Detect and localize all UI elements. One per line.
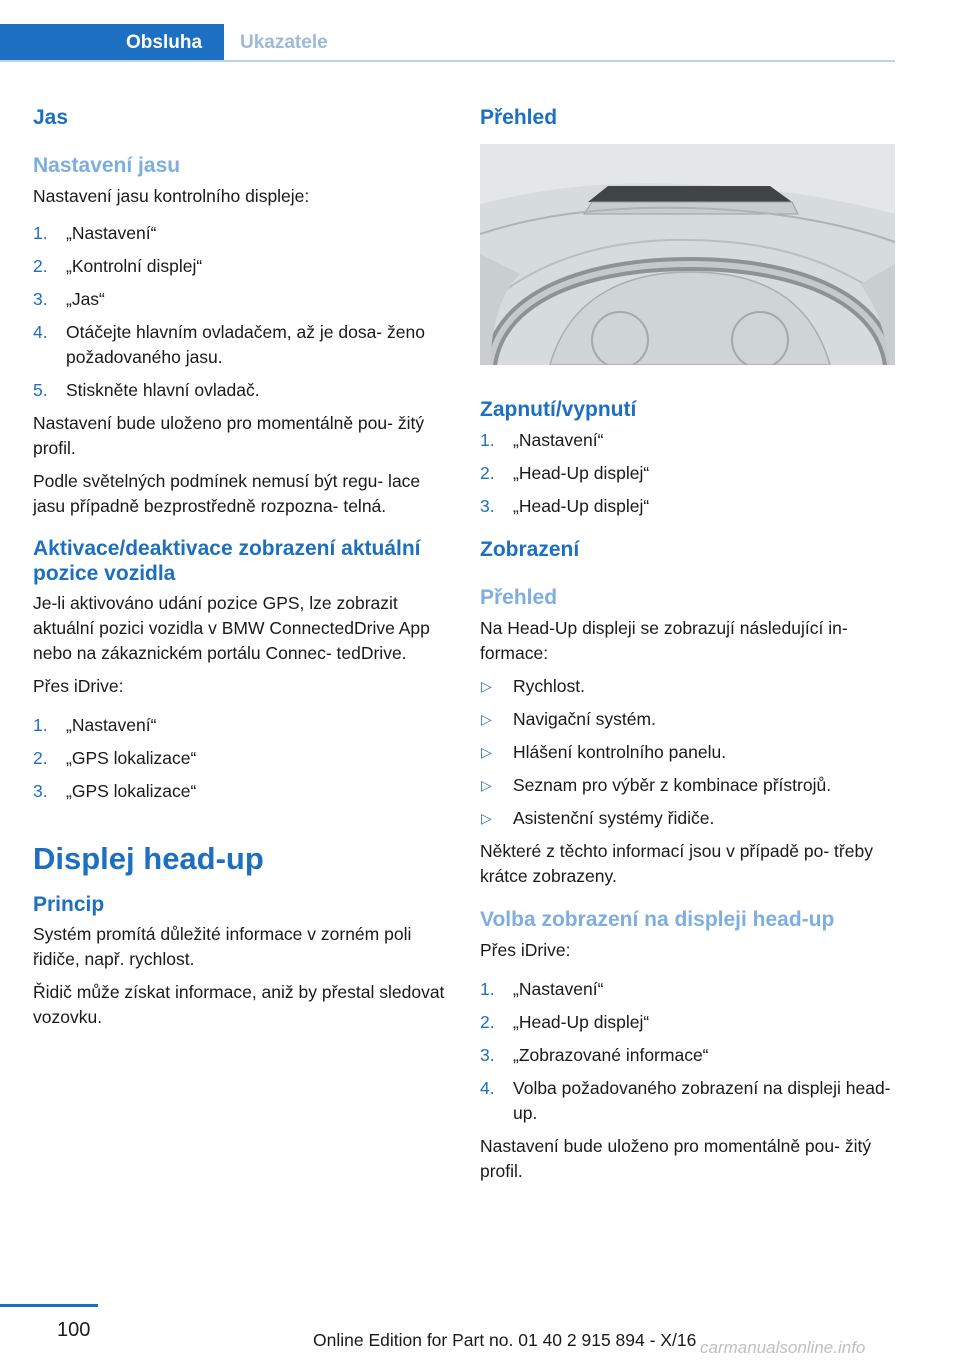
bullet-text: Navigační systém. bbox=[513, 709, 656, 729]
list-item bbox=[480, 740, 895, 765]
step-number: 4. bbox=[480, 1078, 495, 1098]
step-number: 1. bbox=[480, 979, 495, 999]
gps-idrive-label: Přes iDrive: bbox=[33, 676, 124, 696]
tab-ukazatele[interactable]: Ukazatele bbox=[240, 32, 328, 53]
subsection-title-princip: Princip bbox=[33, 893, 105, 916]
list-item bbox=[33, 779, 448, 804]
bullet-text: Rychlost. bbox=[513, 676, 585, 696]
jas-steps-list bbox=[33, 221, 448, 403]
gps-steps-list bbox=[33, 713, 448, 804]
list-item bbox=[33, 746, 448, 771]
step-text: „Nastavení“ bbox=[66, 223, 157, 243]
step-text: „Zobrazované informace“ bbox=[513, 1045, 709, 1065]
volba-idrive-label: Přes iDrive: bbox=[480, 940, 571, 960]
subsection-title-prehled: Přehled bbox=[480, 586, 558, 609]
step-text: „Head-Up displej“ bbox=[513, 463, 650, 483]
zobrazeni-intro: Na Head-Up displeji se zobrazují následující in‐ formace: bbox=[480, 618, 848, 663]
step-text: „Head-Up displej“ bbox=[513, 1012, 650, 1032]
section-title-zobrazeni: Zobrazení bbox=[480, 538, 580, 561]
step-number: 1. bbox=[33, 715, 48, 735]
triangle-bullet-icon: ▷ bbox=[481, 810, 492, 826]
section-title-jas: Jas bbox=[33, 106, 69, 129]
step-number: 1. bbox=[480, 430, 495, 450]
list-item bbox=[480, 1043, 895, 1068]
edition-text: Online Edition for Part no. 01 40 2 915 894 - X/16 bbox=[313, 1330, 697, 1350]
section-title-prehled: Přehled bbox=[480, 106, 558, 129]
step-number: 4. bbox=[33, 322, 48, 342]
step-number: 3. bbox=[33, 781, 48, 801]
list-item bbox=[33, 713, 448, 738]
list-item bbox=[33, 320, 448, 370]
list-item bbox=[33, 254, 448, 279]
step-text: „Kontrolní displej“ bbox=[66, 256, 203, 276]
step-text: „GPS lokalizace“ bbox=[66, 748, 197, 768]
right-column bbox=[480, 100, 895, 1184]
triangle-bullet-icon: ▷ bbox=[481, 777, 492, 793]
step-number: 2. bbox=[33, 256, 48, 276]
onoff-steps-list bbox=[480, 428, 895, 519]
subsection-title-nastaveni-jasu: Nastavení jasu bbox=[33, 154, 181, 177]
step-number: 3. bbox=[480, 1045, 495, 1065]
bullet-text: Seznam pro výběr z kombinace přístrojů. bbox=[513, 775, 832, 795]
list-item bbox=[480, 1010, 895, 1035]
jas-intro: Nastavení jasu kontrolního displeje: bbox=[33, 186, 310, 206]
tab-obsluha[interactable]: Obsluha bbox=[0, 24, 224, 62]
triangle-bullet-icon: ▷ bbox=[481, 744, 492, 760]
list-item bbox=[33, 221, 448, 246]
list-item bbox=[480, 773, 895, 798]
step-text: Otáčejte hlavním ovladačem, až je dosa‐ ženo požadovaného jasu. bbox=[66, 322, 425, 367]
list-item bbox=[480, 806, 895, 831]
step-text: „Nastavení“ bbox=[513, 430, 604, 450]
bullet-text: Hlášení kontrolního panelu. bbox=[513, 742, 727, 762]
step-text: Stiskněte hlavní ovladač. bbox=[66, 380, 260, 400]
step-text: „Head-Up displej“ bbox=[513, 496, 650, 516]
section-title-zapnuti: Zapnutí/vypnutí bbox=[480, 398, 637, 421]
step-number: 3. bbox=[480, 496, 495, 516]
footer-accent-line bbox=[0, 1304, 98, 1307]
jas-note-2: Podle světelných podmínek nemusí být regu‐ lace jasu případně bezprostředně rozpozna‐ telná. bbox=[33, 471, 421, 516]
watermark: carmanualsonline.info bbox=[700, 1338, 866, 1357]
page-number: 100 bbox=[57, 1319, 91, 1341]
princip-paragraph-1: Systém promítá důležité informace v zorném poli řidiče, např. rychlost. bbox=[33, 924, 412, 969]
list-item bbox=[480, 1076, 895, 1126]
princip-paragraph-2: Řidič může získat informace, aniž by přestal sledovat vozovku. bbox=[33, 982, 445, 1027]
bullet-text: Asistenční systémy řidiče. bbox=[513, 808, 715, 828]
step-text: „Nastavení“ bbox=[66, 715, 157, 735]
step-text: „GPS lokalizace“ bbox=[66, 781, 197, 801]
list-item bbox=[33, 287, 448, 312]
list-item bbox=[480, 674, 895, 699]
volba-steps-list bbox=[480, 977, 895, 1126]
volba-note: Nastavení bude uloženo pro momentálně pou‐ žitý profil. bbox=[480, 1136, 872, 1181]
step-text: Volba požadovaného zobrazení na displeji head-up. bbox=[513, 1078, 891, 1123]
subsection-title-volba: Volba zobrazení na displeji head-up bbox=[480, 908, 835, 931]
list-item bbox=[480, 428, 895, 453]
list-item bbox=[480, 461, 895, 486]
list-item bbox=[480, 707, 895, 732]
step-number: 5. bbox=[33, 380, 48, 400]
list-item bbox=[480, 494, 895, 519]
header-tabs bbox=[0, 24, 895, 62]
step-number: 2. bbox=[33, 748, 48, 768]
gps-paragraph: Je-li aktivováno udání pozice GPS, lze zobrazit aktuální pozici vozidla v BMW ConnectedDrive App nebo na zákaznickém portálu Connec‐ tedDrive. bbox=[33, 593, 430, 663]
step-number: 2. bbox=[480, 1012, 495, 1032]
zobrazeni-note: Některé z těchto informací jsou v případě po‐ třeby krátce zobrazeny. bbox=[480, 841, 873, 886]
step-text: „Jas“ bbox=[66, 289, 105, 309]
jas-note-1: Nastavení bude uloženo pro momentálně pou‐ žitý profil. bbox=[33, 413, 425, 458]
step-number: 2. bbox=[480, 463, 495, 483]
chapter-title-head-up: Displej head-up bbox=[33, 841, 264, 876]
head-up-display-illustration bbox=[480, 144, 895, 365]
triangle-bullet-icon: ▷ bbox=[481, 711, 492, 727]
triangle-bullet-icon: ▷ bbox=[481, 678, 492, 694]
step-number: 3. bbox=[33, 289, 48, 309]
section-title-gps: Aktivace/deaktivace zobrazení aktuální pozice vozidla bbox=[33, 537, 421, 585]
zobrazeni-bullets bbox=[480, 674, 895, 831]
list-item bbox=[480, 977, 895, 1002]
header-divider bbox=[0, 60, 895, 62]
step-text: „Nastavení“ bbox=[513, 979, 604, 999]
list-item bbox=[33, 378, 448, 403]
step-number: 1. bbox=[33, 223, 48, 243]
left-column bbox=[33, 100, 448, 1030]
